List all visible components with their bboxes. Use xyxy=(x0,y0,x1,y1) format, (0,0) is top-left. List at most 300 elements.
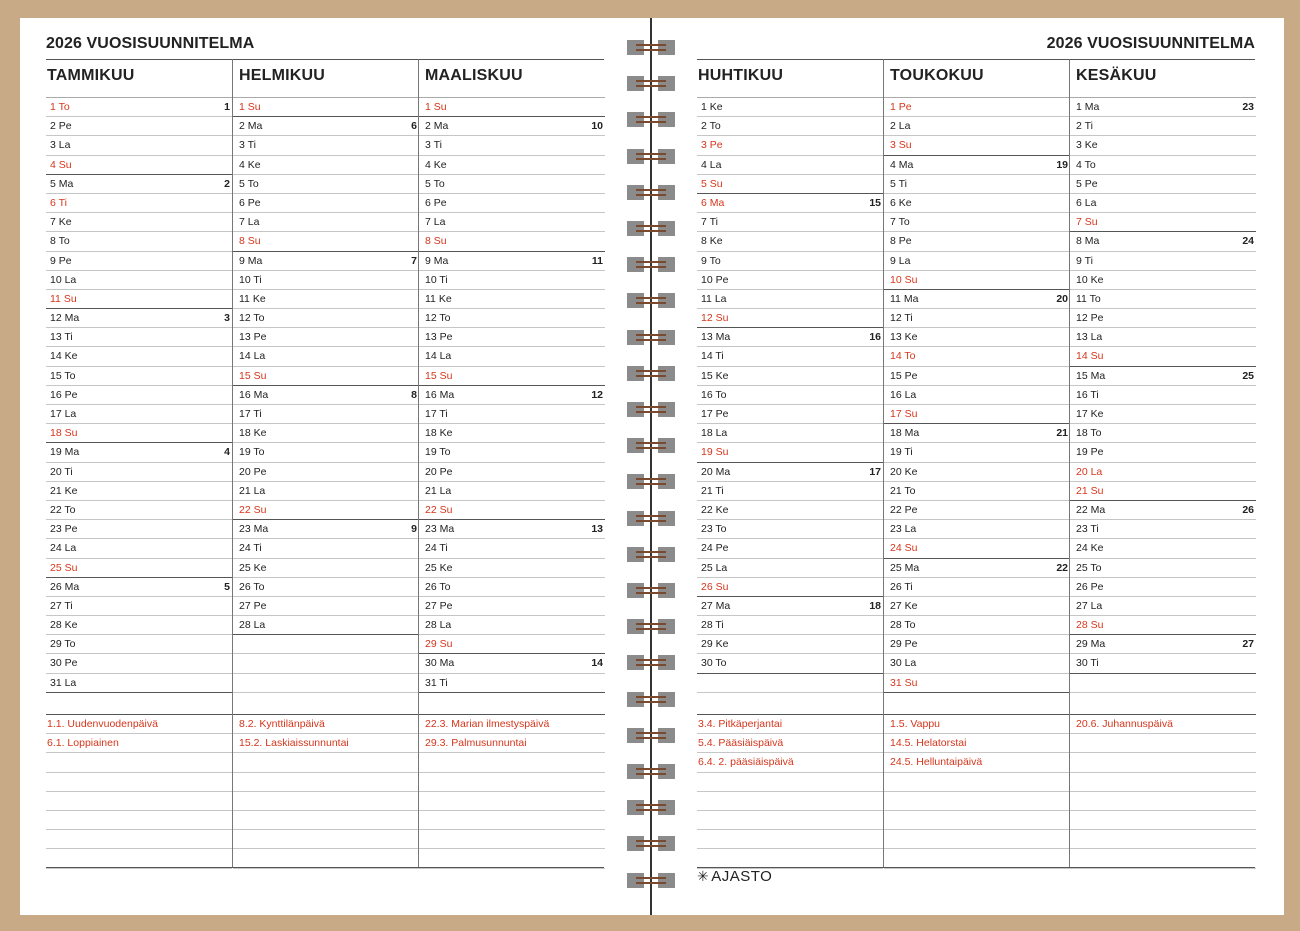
day-row[interactable] xyxy=(697,117,883,136)
day-label: 17 Su xyxy=(890,408,918,420)
day-row[interactable] xyxy=(1070,117,1256,136)
note-line[interactable] xyxy=(884,811,1070,830)
day-row[interactable] xyxy=(884,156,1070,175)
day-row[interactable] xyxy=(419,424,605,443)
day-row[interactable] xyxy=(1070,98,1256,117)
day-row[interactable] xyxy=(46,635,232,654)
day-row[interactable] xyxy=(884,559,1070,578)
note-line[interactable] xyxy=(419,753,605,772)
day-label: 28 Su xyxy=(1076,619,1104,632)
day-row[interactable] xyxy=(419,328,605,347)
day-row[interactable] xyxy=(697,578,883,597)
day-label: 17 Ti xyxy=(425,408,448,420)
day-label: 19 Ti xyxy=(890,446,913,459)
day-row[interactable] xyxy=(697,271,883,290)
day-label: 9 To xyxy=(701,254,721,267)
day-row[interactable] xyxy=(884,501,1070,520)
day-row[interactable] xyxy=(697,635,883,654)
binding-ring xyxy=(627,293,675,308)
day-row[interactable] xyxy=(233,117,419,136)
day-row[interactable] xyxy=(233,424,419,443)
day-row[interactable] xyxy=(697,213,883,232)
month-name: KESÄKUU xyxy=(1076,67,1157,84)
day-row[interactable] xyxy=(884,194,1070,213)
day-row[interactable] xyxy=(233,194,419,213)
holiday-label: 24.5. Helluntaipäivä xyxy=(890,756,983,769)
day-row[interactable] xyxy=(884,578,1070,597)
note-line[interactable] xyxy=(1070,849,1256,868)
day-row[interactable] xyxy=(419,616,605,635)
note-line[interactable] xyxy=(233,773,419,792)
day-label: 14 Ke xyxy=(50,350,78,363)
day-row[interactable] xyxy=(697,328,883,347)
day-row[interactable] xyxy=(233,98,419,117)
day-row[interactable] xyxy=(1070,539,1256,558)
day-row[interactable] xyxy=(884,674,1070,693)
holiday-list xyxy=(419,714,605,869)
day-row[interactable] xyxy=(46,98,232,117)
day-row[interactable] xyxy=(233,232,419,251)
day-row[interactable] xyxy=(697,424,883,443)
day-row[interactable] xyxy=(233,578,419,597)
note-line[interactable] xyxy=(697,753,883,772)
day-label: 15 Su xyxy=(239,369,267,382)
day-row[interactable] xyxy=(697,98,883,117)
day-row[interactable] xyxy=(233,501,419,520)
day-row[interactable] xyxy=(884,136,1070,155)
day-label: 14 La xyxy=(239,350,266,363)
day-row[interactable] xyxy=(419,194,605,213)
note-line[interactable] xyxy=(233,792,419,811)
day-row[interactable] xyxy=(1070,328,1256,347)
day-row[interactable] xyxy=(697,597,883,616)
day-row[interactable] xyxy=(46,232,232,251)
day-label: 20 La xyxy=(1076,465,1103,478)
day-row[interactable] xyxy=(46,674,232,693)
day-row[interactable] xyxy=(419,559,605,578)
day-row[interactable] xyxy=(697,674,883,693)
day-row[interactable] xyxy=(1070,175,1256,194)
day-row[interactable] xyxy=(1070,578,1256,597)
note-line[interactable] xyxy=(1070,792,1256,811)
day-row[interactable] xyxy=(1070,616,1256,635)
day-row[interactable] xyxy=(697,194,883,213)
day-row[interactable] xyxy=(697,616,883,635)
day-row[interactable] xyxy=(46,654,232,673)
day-row[interactable] xyxy=(419,405,605,424)
day-row[interactable] xyxy=(46,616,232,635)
day-label: 31 La xyxy=(50,676,77,689)
note-line[interactable] xyxy=(884,773,1070,792)
day-label: 23 Ti xyxy=(1076,523,1099,536)
day-row[interactable] xyxy=(233,443,419,462)
day-row[interactable] xyxy=(697,520,883,539)
day-row[interactable] xyxy=(419,597,605,616)
day-row[interactable] xyxy=(884,98,1070,117)
day-row[interactable] xyxy=(46,597,232,616)
binding-ring xyxy=(627,836,675,851)
day-label: 2 Ma xyxy=(425,120,449,133)
day-row[interactable] xyxy=(1070,290,1256,309)
day-row[interactable] xyxy=(697,482,883,501)
day-row[interactable] xyxy=(1070,463,1256,482)
day-row[interactable] xyxy=(233,367,419,386)
day-row[interactable] xyxy=(697,539,883,558)
day-row[interactable] xyxy=(233,674,419,693)
day-row[interactable] xyxy=(884,635,1070,654)
day-row[interactable] xyxy=(884,424,1070,443)
day-row[interactable] xyxy=(884,482,1070,501)
day-row[interactable] xyxy=(1070,635,1256,654)
day-row[interactable] xyxy=(419,117,605,136)
day-label: 14 La xyxy=(425,350,452,363)
note-line[interactable] xyxy=(1070,715,1256,734)
note-line[interactable] xyxy=(884,849,1070,868)
note-line[interactable] xyxy=(419,773,605,792)
binding-ring xyxy=(627,728,675,743)
day-row[interactable] xyxy=(697,309,883,328)
day-row[interactable] xyxy=(1070,194,1256,213)
note-line[interactable] xyxy=(233,753,419,772)
day-row[interactable] xyxy=(884,616,1070,635)
day-row[interactable] xyxy=(884,463,1070,482)
day-row[interactable] xyxy=(46,271,232,290)
day-row[interactable] xyxy=(884,117,1070,136)
day-label: 10 Su xyxy=(890,273,918,286)
day-row[interactable] xyxy=(233,539,419,558)
day-label: 25 Ma xyxy=(890,561,920,574)
day-row[interactable] xyxy=(233,559,419,578)
day-row[interactable] xyxy=(46,194,232,213)
day-row[interactable] xyxy=(419,156,605,175)
day-row[interactable] xyxy=(884,654,1070,673)
day-row[interactable] xyxy=(1070,482,1256,501)
day-row[interactable] xyxy=(46,252,232,271)
note-line[interactable] xyxy=(884,792,1070,811)
day-label: 30 Ti xyxy=(1076,657,1099,670)
day-row[interactable] xyxy=(419,309,605,328)
holiday-label: 20.6. Juhannuspäivä xyxy=(1076,718,1173,730)
day-row[interactable] xyxy=(46,482,232,501)
day-row[interactable] xyxy=(46,539,232,558)
day-row[interactable] xyxy=(884,232,1070,251)
day-row[interactable] xyxy=(419,463,605,482)
note-line[interactable] xyxy=(697,773,883,792)
day-label: 6 Ma xyxy=(701,196,725,209)
day-row[interactable] xyxy=(46,463,232,482)
day-label: 20 Pe xyxy=(425,465,453,478)
note-line[interactable] xyxy=(46,753,232,772)
day-label: 21 To xyxy=(890,484,916,497)
day-row[interactable] xyxy=(1070,156,1256,175)
month-name: MAALISKUU xyxy=(425,67,523,84)
day-row[interactable] xyxy=(697,156,883,175)
day-row[interactable] xyxy=(233,463,419,482)
day-row[interactable] xyxy=(697,654,883,673)
day-row[interactable] xyxy=(419,635,605,654)
day-row[interactable] xyxy=(419,252,605,271)
day-label: 14 Ti xyxy=(701,350,724,363)
day-row[interactable] xyxy=(884,328,1070,347)
day-row[interactable] xyxy=(1070,309,1256,328)
day-row[interactable] xyxy=(1070,232,1256,251)
day-row[interactable] xyxy=(1070,424,1256,443)
day-row[interactable] xyxy=(233,156,419,175)
day-label: 24 Ti xyxy=(239,542,262,555)
day-row[interactable] xyxy=(419,539,605,558)
day-label: 2 La xyxy=(890,120,911,133)
day-label: 27 Pe xyxy=(425,599,453,612)
day-row[interactable] xyxy=(697,559,883,578)
day-label: 2 To xyxy=(701,120,721,133)
day-row[interactable] xyxy=(884,597,1070,616)
day-row[interactable] xyxy=(697,347,883,366)
day-label: 5 Su xyxy=(701,177,723,190)
day-row[interactable] xyxy=(233,136,419,155)
day-row[interactable] xyxy=(46,309,232,328)
day-row[interactable] xyxy=(1070,520,1256,539)
note-line[interactable] xyxy=(46,811,232,830)
day-label: 21 La xyxy=(239,484,266,497)
day-row[interactable] xyxy=(233,597,419,616)
day-row[interactable] xyxy=(46,290,232,309)
holiday-list xyxy=(1070,714,1256,869)
note-line[interactable] xyxy=(233,811,419,830)
binding-ring xyxy=(627,692,675,707)
day-row[interactable] xyxy=(1070,213,1256,232)
day-row[interactable] xyxy=(1070,367,1256,386)
day-row[interactable] xyxy=(233,271,419,290)
day-row[interactable] xyxy=(419,654,605,673)
day-row[interactable] xyxy=(46,175,232,194)
day-row[interactable] xyxy=(233,520,419,539)
note-line[interactable] xyxy=(46,734,232,753)
day-row[interactable] xyxy=(419,136,605,155)
day-label: 17 Pe xyxy=(701,408,729,420)
note-line[interactable] xyxy=(233,830,419,849)
day-row[interactable] xyxy=(1070,136,1256,155)
day-label: 4 Su xyxy=(50,158,72,171)
day-row[interactable] xyxy=(419,520,605,539)
day-row[interactable] xyxy=(46,520,232,539)
day-row[interactable] xyxy=(419,501,605,520)
note-line[interactable] xyxy=(884,734,1070,753)
day-row[interactable] xyxy=(233,654,419,673)
day-row[interactable] xyxy=(697,136,883,155)
day-row[interactable] xyxy=(697,252,883,271)
day-row[interactable] xyxy=(697,232,883,251)
week-number: 26 xyxy=(1242,503,1254,516)
day-row[interactable] xyxy=(697,443,883,462)
note-line[interactable] xyxy=(233,849,419,868)
day-row[interactable] xyxy=(1070,405,1256,424)
day-label: 1 Pe xyxy=(890,101,912,113)
day-row[interactable] xyxy=(697,367,883,386)
day-row[interactable] xyxy=(884,271,1070,290)
week-number: 18 xyxy=(869,599,881,612)
note-line[interactable] xyxy=(419,715,605,734)
note-line[interactable] xyxy=(697,734,883,753)
day-row[interactable] xyxy=(46,386,232,405)
day-label: 1 Su xyxy=(239,101,261,113)
day-row[interactable] xyxy=(1070,501,1256,520)
note-line[interactable] xyxy=(697,811,883,830)
day-label: 6 Pe xyxy=(239,196,261,209)
day-row[interactable] xyxy=(1070,386,1256,405)
day-label: 18 Ke xyxy=(239,427,267,440)
note-line[interactable] xyxy=(1070,753,1256,772)
day-row[interactable] xyxy=(233,347,419,366)
day-row[interactable] xyxy=(697,501,883,520)
day-row[interactable] xyxy=(233,386,419,405)
week-number: 13 xyxy=(591,523,603,536)
day-row[interactable] xyxy=(233,252,419,271)
day-row[interactable] xyxy=(884,175,1070,194)
note-line[interactable] xyxy=(419,830,605,849)
day-row[interactable] xyxy=(46,156,232,175)
day-row[interactable] xyxy=(46,405,232,424)
day-row[interactable] xyxy=(46,367,232,386)
day-row[interactable] xyxy=(697,290,883,309)
note-line[interactable] xyxy=(233,734,419,753)
note-line[interactable] xyxy=(46,830,232,849)
holiday-list xyxy=(884,714,1070,869)
binding-ring xyxy=(627,619,675,634)
day-row[interactable] xyxy=(884,405,1070,424)
note-line[interactable] xyxy=(1070,734,1256,753)
note-line[interactable] xyxy=(697,849,883,868)
day-row[interactable] xyxy=(884,252,1070,271)
day-row[interactable] xyxy=(46,117,232,136)
day-row[interactable] xyxy=(419,347,605,366)
day-row[interactable] xyxy=(46,424,232,443)
note-line[interactable] xyxy=(419,792,605,811)
day-label: 21 Su xyxy=(1076,484,1104,497)
day-row[interactable] xyxy=(1070,252,1256,271)
day-label: 20 Ma xyxy=(701,465,731,478)
day-label: 23 To xyxy=(701,523,727,536)
day-row[interactable] xyxy=(419,482,605,501)
day-row[interactable] xyxy=(419,271,605,290)
day-row[interactable] xyxy=(884,309,1070,328)
day-row[interactable] xyxy=(884,386,1070,405)
day-row[interactable] xyxy=(697,386,883,405)
day-row[interactable] xyxy=(1070,674,1256,693)
day-row[interactable] xyxy=(233,328,419,347)
day-row[interactable] xyxy=(46,578,232,597)
note-line[interactable] xyxy=(884,715,1070,734)
note-line[interactable] xyxy=(419,734,605,753)
day-row[interactable] xyxy=(419,674,605,693)
day-row[interactable] xyxy=(46,501,232,520)
binding-ring xyxy=(627,511,675,526)
day-row[interactable] xyxy=(233,635,419,654)
note-line[interactable] xyxy=(46,715,232,734)
note-line[interactable] xyxy=(697,792,883,811)
day-row[interactable] xyxy=(233,175,419,194)
note-line[interactable] xyxy=(46,773,232,792)
note-line[interactable] xyxy=(697,715,883,734)
month-name: HELMIKUU xyxy=(239,67,326,84)
day-row[interactable] xyxy=(884,539,1070,558)
day-row[interactable] xyxy=(1070,597,1256,616)
day-row[interactable] xyxy=(46,213,232,232)
day-row[interactable] xyxy=(697,463,883,482)
day-row[interactable] xyxy=(697,405,883,424)
note-line[interactable] xyxy=(46,792,232,811)
day-row[interactable] xyxy=(46,443,232,462)
day-row[interactable] xyxy=(46,559,232,578)
note-line[interactable] xyxy=(1070,811,1256,830)
day-row[interactable] xyxy=(884,213,1070,232)
day-row[interactable] xyxy=(233,482,419,501)
note-line[interactable] xyxy=(233,715,419,734)
day-row[interactable] xyxy=(419,578,605,597)
day-label: 9 Ti xyxy=(1076,254,1093,267)
day-row[interactable] xyxy=(1070,654,1256,673)
day-row[interactable] xyxy=(46,328,232,347)
day-row[interactable] xyxy=(884,443,1070,462)
note-line[interactable] xyxy=(46,849,232,868)
month-name: HUHTIKUU xyxy=(698,67,784,84)
day-row[interactable] xyxy=(233,405,419,424)
day-label: 30 Pe xyxy=(50,657,78,670)
week-number: 20 xyxy=(1056,292,1068,305)
note-line[interactable] xyxy=(697,830,883,849)
day-label: 16 La xyxy=(890,388,917,401)
day-row[interactable] xyxy=(1070,559,1256,578)
day-row[interactable] xyxy=(419,386,605,405)
day-row[interactable] xyxy=(233,213,419,232)
day-row[interactable] xyxy=(1070,443,1256,462)
day-label: 24 Pe xyxy=(701,542,729,555)
day-row[interactable] xyxy=(233,309,419,328)
note-line[interactable] xyxy=(419,849,605,868)
note-line[interactable] xyxy=(884,830,1070,849)
day-row[interactable] xyxy=(884,367,1070,386)
note-line[interactable] xyxy=(419,811,605,830)
day-row[interactable] xyxy=(419,367,605,386)
brand-logo xyxy=(697,868,772,885)
day-row[interactable] xyxy=(1070,271,1256,290)
day-label: 2 Pe xyxy=(50,120,72,133)
day-row[interactable] xyxy=(884,347,1070,366)
day-row[interactable] xyxy=(419,443,605,462)
day-row[interactable] xyxy=(233,290,419,309)
day-row[interactable] xyxy=(419,175,605,194)
week-number: 15 xyxy=(869,196,881,209)
day-row[interactable] xyxy=(884,520,1070,539)
note-line[interactable] xyxy=(884,753,1070,772)
day-row[interactable] xyxy=(46,136,232,155)
day-row[interactable] xyxy=(46,347,232,366)
day-row[interactable] xyxy=(233,616,419,635)
day-row[interactable] xyxy=(1070,347,1256,366)
month-column xyxy=(883,59,1070,867)
day-row[interactable] xyxy=(419,290,605,309)
week-number: 6 xyxy=(411,120,417,133)
day-label: 7 Su xyxy=(1076,216,1098,229)
day-row[interactable] xyxy=(884,290,1070,309)
day-label: 19 Ma xyxy=(50,446,80,459)
note-line[interactable] xyxy=(1070,830,1256,849)
week-number: 7 xyxy=(411,254,417,267)
day-row[interactable] xyxy=(419,232,605,251)
note-line[interactable] xyxy=(1070,773,1256,792)
day-row[interactable] xyxy=(419,98,605,117)
day-row[interactable] xyxy=(419,213,605,232)
day-row[interactable] xyxy=(697,175,883,194)
